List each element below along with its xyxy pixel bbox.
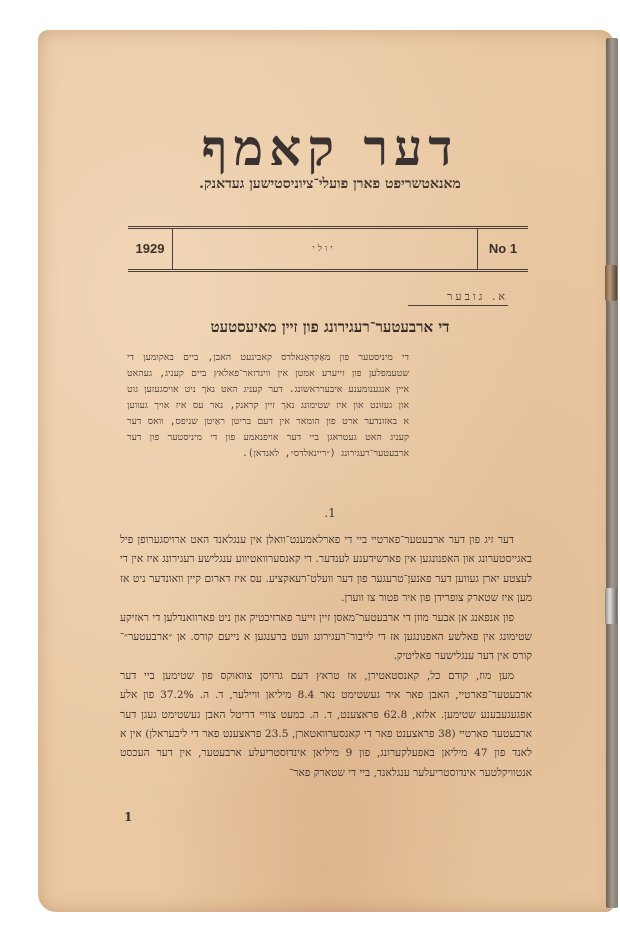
- masthead-subtitle: מאנאטשריפט פארן פועלי־ציוניסטישען געדאנק.: [199, 176, 461, 192]
- epigraph-text: די מיניסטער פון מאַקדאַנאלדס קאבינעט האבן, ביים באקומען די שטעמפלען פון זייערע אמטן אין ווינדזאר־פאלאץ ביים קעניג, געהאט איין אנגענומענע איבערראשונג. דער קעניג האט נאך ניט אויסגעזען גוט און געזונט און איז שטימונג נאך זיין קראנק, נאר עס איז אויך געווען א באזונדער ארט פון הומאר אין דעם בריטן ראַיטן שניפס, וואס דער קעניג האט געטראגן ביי דער אויפנאמע פון די מיניסטער פון דער ארבעטער־רעגירונג (״ריינאלדס״, לאנדאן).: [127, 352, 409, 459]
- article-title: די ארבעטער־רעגירונג פון זיין מאיעסטעט: [210, 318, 450, 336]
- issue-year: 1929: [128, 229, 173, 269]
- issue-month: יולי: [312, 244, 336, 254]
- paragraph: מען מוז, קודם כל, קאנסטאטירן, אז טראץ דעם גרויסן צוואוקס פון שטימען ביי דער ארבעטער־פארטיי, האבן פאר איר געשטימט נאר 8.4 מיליאן וויילער, ד. ה. 37.2% פון אלע אפגעגעבענע שטימען. אלזא, 62.8 פראצענט, ד. ה. כמעט צוויי דריטל האבן געשטימט געגן דער ארבעטער פארטיי (38 פראצענט פאר די קאנסערוואטארן, 23.5 פראצענט פאר די ליבעראלן) אין א לאנד פון 47 מיליאן באפעלקערונג, פון 9 מיליאן אינדוסטריעלע ארבעטער, אין דער העכסט אנטוויקלטער אינדוסטריעלער ענגלאנד, ביי די שטארק פאר־: [120, 669, 532, 779]
- staple-bottom: [605, 588, 617, 624]
- issue-bar: [128, 226, 528, 272]
- section-number: .1: [324, 506, 336, 520]
- issue-number: No 1: [477, 229, 528, 269]
- masthead-title: דער קאמף: [201, 118, 459, 177]
- article-epigraph: [127, 350, 409, 462]
- paragraph: דער זיג פון דער ארבעטער־פארטיי ביי די פארלאמענט־וואלן אין ענגלאנד האט ארויסגערופן פיל באגייסטערונג און האפנונגען אין פארשידענע לענדער. די קאנסערוואטיווע ענגלישע רעגירונג איז אין די לעצטע יארן געווען דער פאנען־טרעגער פון דער וועלט־רעאקציע. עס איז דארום קיין וואונדער ניט אז מען איז שטארק צופרידן פון איר פטור צו ווערן.: [120, 534, 532, 605]
- paragraph: פון אנפאנג אן אבער מוזן די ארבעטער־מאסן זיין זייער פארזיכטיק און ניט פארוואנדלען די ראזיקע שטימונג אין פאלשע האפנונגען אז די לייבור־רעגירונג וועט ברענגען א נייעם קורס. אן ״ארבעטער״־קורס אין דער ענגלישער פאליטיק.: [120, 611, 532, 663]
- page-spine: [606, 38, 618, 908]
- article-author: א. גובער: [408, 290, 508, 306]
- page-number: 1: [124, 810, 133, 824]
- staple-top: [605, 265, 617, 301]
- article-body: [120, 531, 532, 783]
